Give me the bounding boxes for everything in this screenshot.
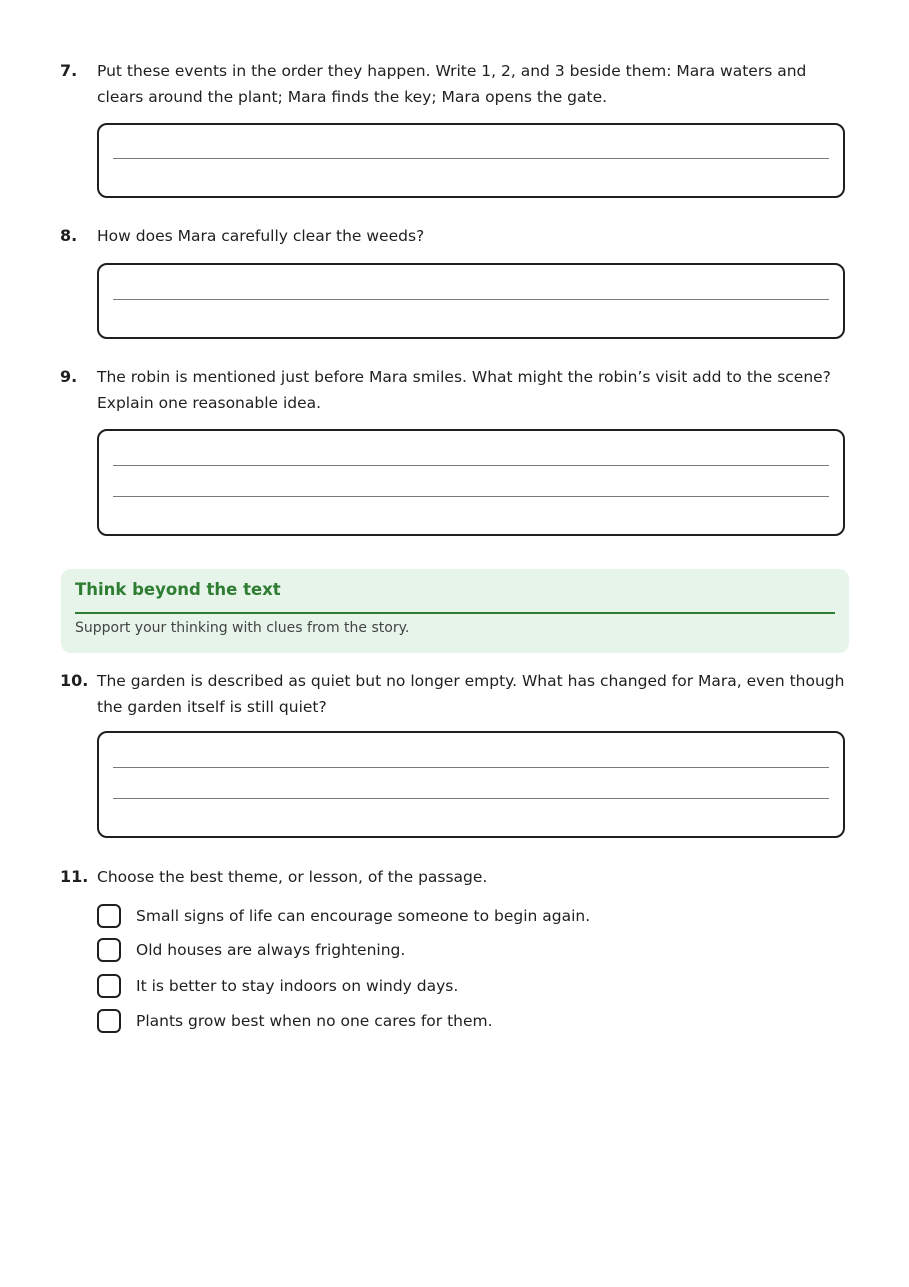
option-2[interactable] [97, 938, 797, 966]
callout-title: Think beyond the text [75, 580, 281, 599]
question-number: 8. [60, 226, 78, 245]
question-7 [60, 58, 850, 110]
option-label: Small signs of life can encourage someone to begin again. [136, 907, 591, 925]
option-checkbox[interactable] [97, 974, 121, 998]
question-text: How does Mara carefully clear the weeds? [97, 227, 425, 245]
answer-line [113, 158, 829, 159]
answer-line [113, 299, 829, 300]
question-8 [60, 223, 850, 249]
question-text: The robin is mentioned just before Mara smiles. What might the robin’s visit add to the scene? Explain one reasonable idea. [97, 368, 831, 412]
option-checkbox[interactable] [97, 1009, 121, 1033]
answer-line [113, 496, 829, 497]
option-label: Plants grow best when no one cares for them. [136, 1012, 493, 1030]
question-11 [60, 864, 850, 890]
question-number: 11. [60, 867, 89, 886]
question-text: Choose the best theme, or lesson, of the passage. [97, 868, 488, 886]
answer-line [113, 767, 829, 768]
answer-line [113, 798, 829, 799]
question-number: 7. [60, 61, 78, 80]
question-text: The garden is described as quiet but no longer empty. What has changed for Mara, even though the garden itself is still quiet? [97, 672, 845, 716]
callout-subtitle: Support your thinking with clues from the story. [75, 620, 410, 636]
answer-box-9[interactable] [97, 429, 845, 536]
question-number: 10. [60, 671, 89, 690]
option-label: It is better to stay indoors on windy days. [136, 977, 459, 995]
option-checkbox[interactable] [97, 904, 121, 928]
option-checkbox[interactable] [97, 938, 121, 962]
question-10 [60, 668, 850, 720]
answer-line [113, 465, 829, 466]
option-1[interactable] [97, 904, 797, 932]
question-text: Put these events in the order they happen. Write 1, 2, and 3 beside them: Mara waters and clears around the plant; Mara finds the key; Mara opens the gate. [97, 62, 807, 106]
option-label: Old houses are always frightening. [136, 941, 406, 959]
answer-box-7[interactable] [97, 123, 845, 198]
think-beyond-callout [61, 569, 849, 653]
answer-box-8[interactable] [97, 263, 845, 339]
option-3[interactable] [97, 974, 797, 1002]
question-9 [60, 364, 850, 416]
question-number: 9. [60, 367, 78, 386]
answer-box-10[interactable] [97, 731, 845, 838]
option-4[interactable] [97, 1009, 797, 1037]
callout-divider [75, 612, 835, 614]
